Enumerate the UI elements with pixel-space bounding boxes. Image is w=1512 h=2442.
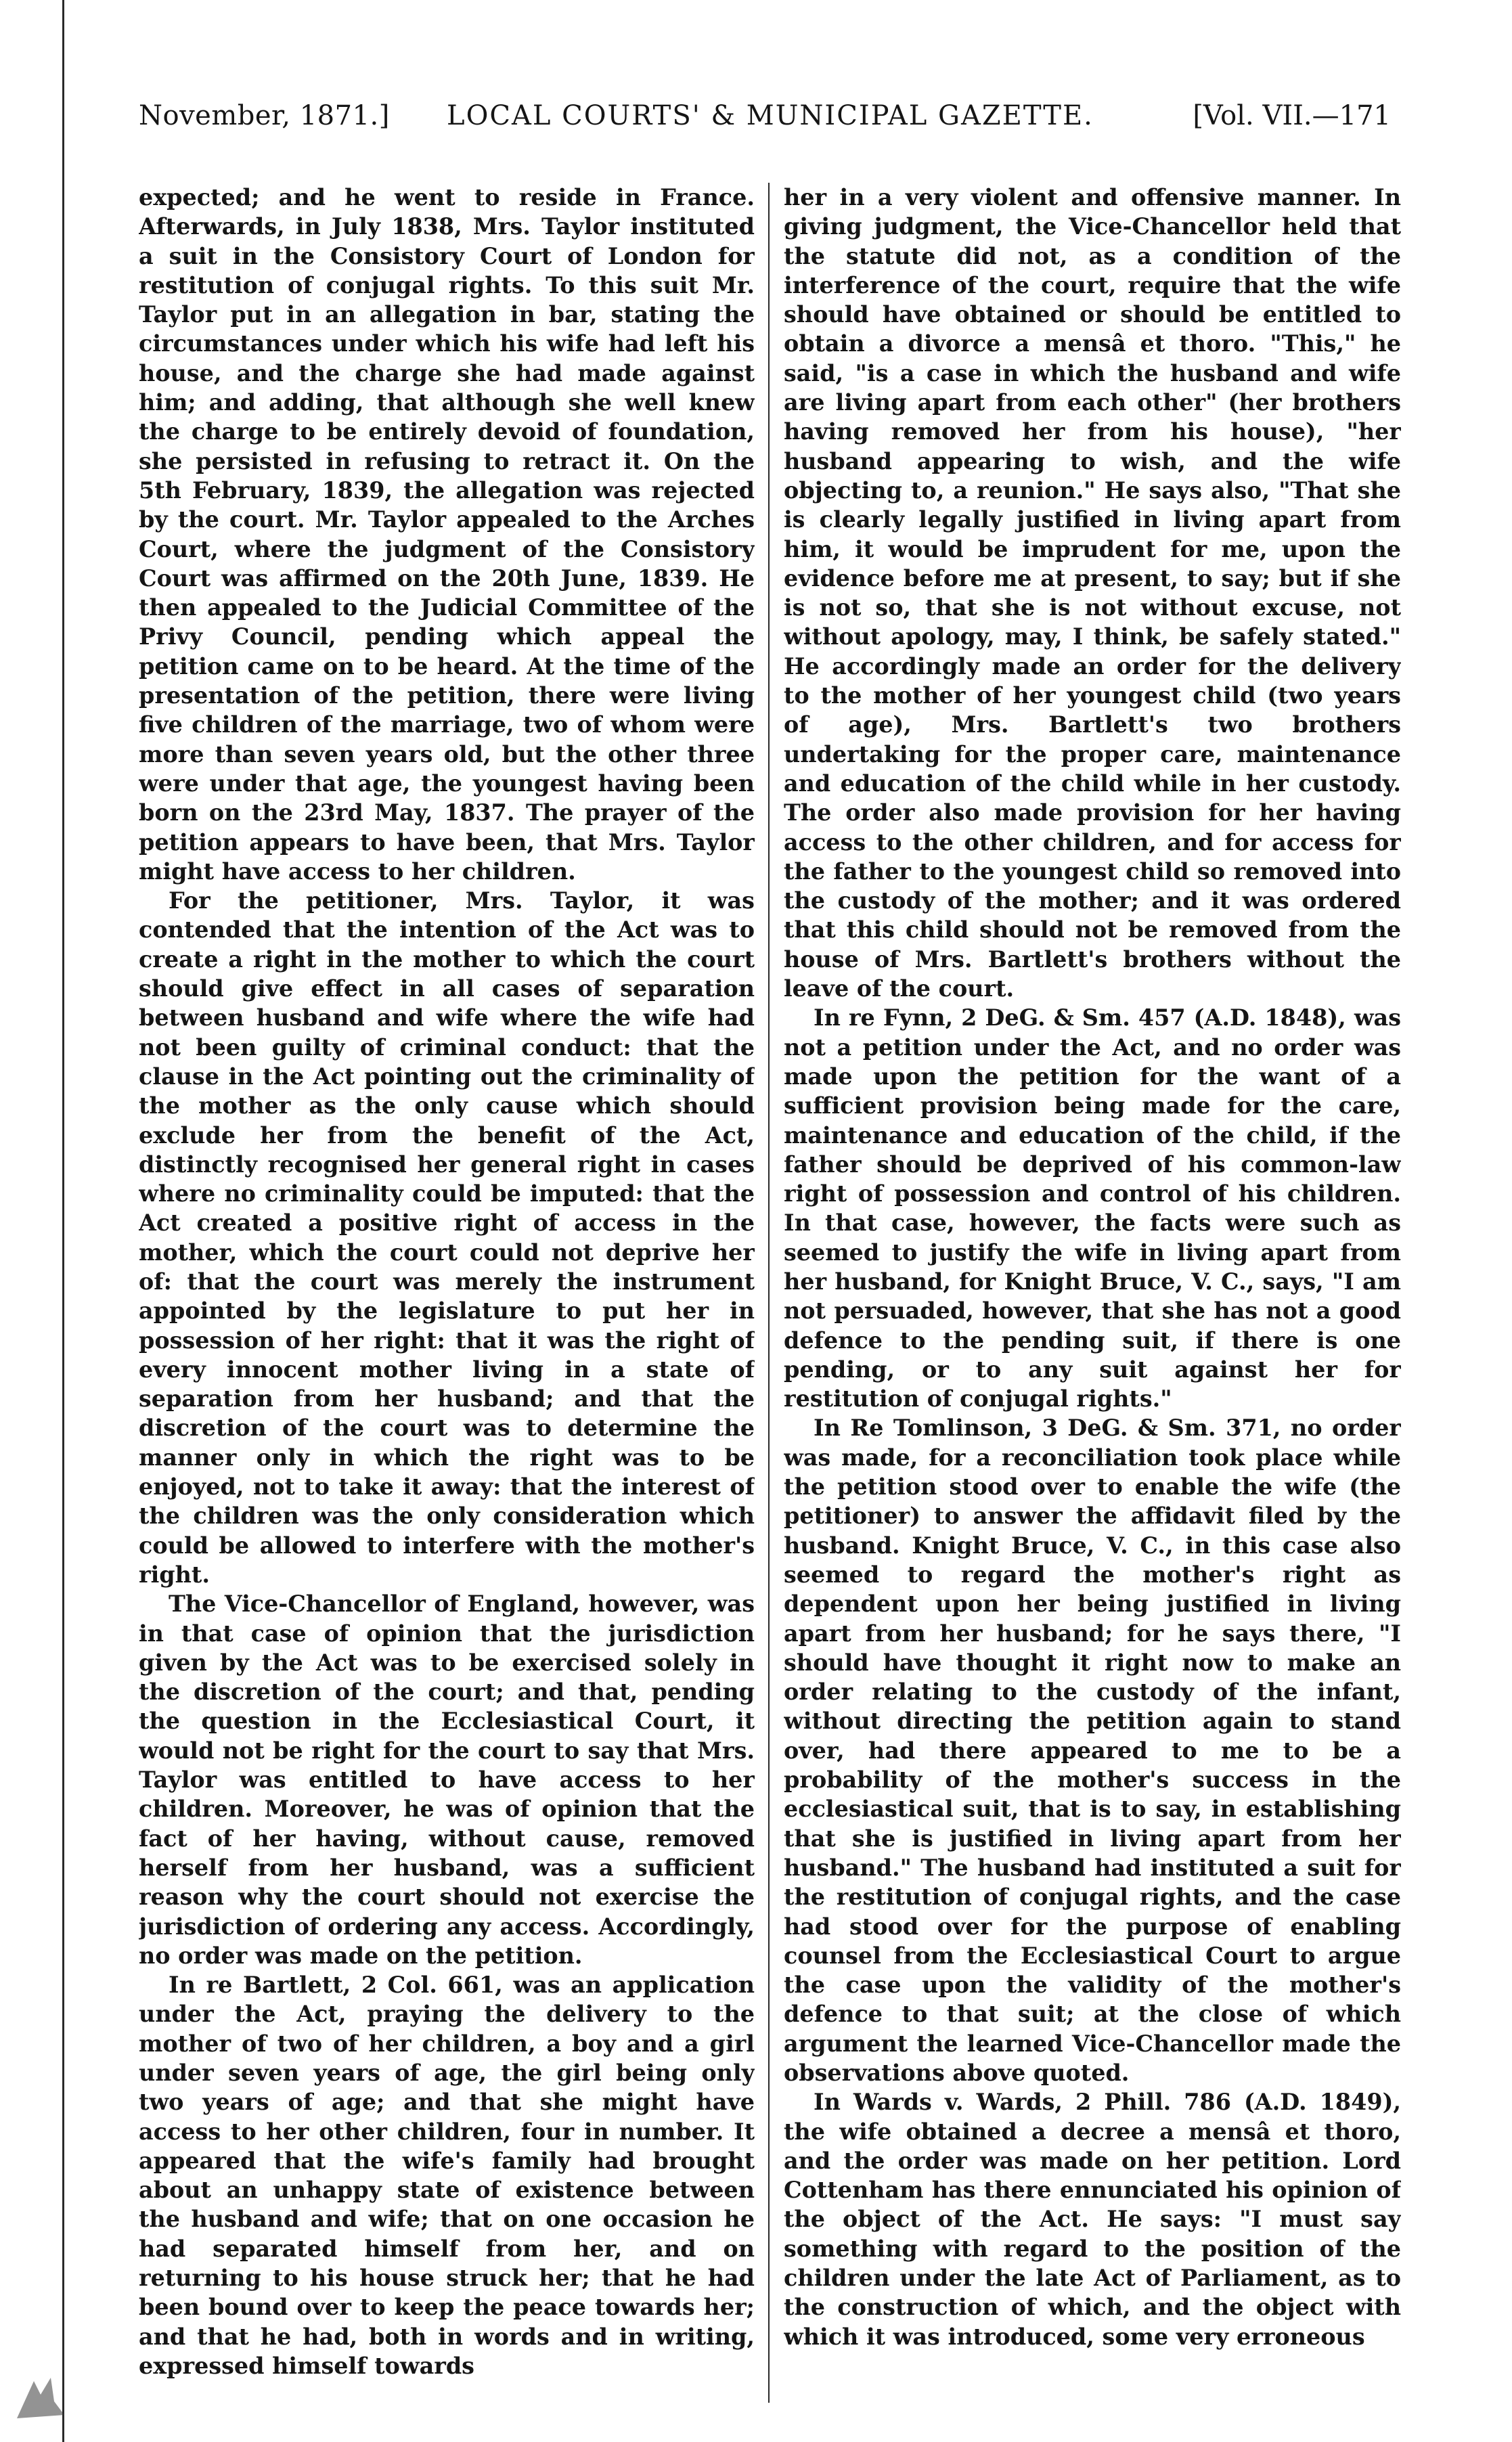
left-column <box>139 183 755 2403</box>
paragraph: For the petitioner, Mrs. Taylor, it was contended that the intention of the Act was to create a right in the mother to which the court should give effect in all cases of separation between husband and wife where the wife had not been guilty of criminal conduct: that the clause in the Act pointing out the criminality of the mother as the only cause which should exclude her from the benefit of the Act, distinctly recognised her general right in cases where no criminality could be imputed: that the Act created a positive right of access in the mother, which the court could not deprive her of: that the court was merely the instrument appointed by the legislature to put her in possession of her right: that it was the right of every innocent mother living in a state of separation from her husband; and that the discretion of the court was to determine the manner only in which the right was to be enjoyed, not to take it away: that the interest of the children was the only consideration which could be allowed to interfere with the mother's right. <box>139 887 755 1588</box>
paragraph: expected; and he went to reside in France. Afterwards, in July 1838, Mrs. Taylor instituted a suit in the Consistory Court of London for restitution of conjugal rights. To this suit Mr. Taylor put in an allegation in bar, stating the circumstances under which his wife had left his house, and the charge she had made against him; and adding, that although she well knew the charge to be entirely devoid of foundation, she persisted in refusing to retract it. On the 5th February, 1839, the allegation was rejected by the court. Mr. Taylor appealed to the Arches Court, where the judgment of the Consistory Court was affirmed on the 20th June, 1839. He then appealed to the Judicial Committee of the Privy Council, pending which appeal the petition came on to be heard. At the time of the presentation of the petition, there were living five children of the marriage, two of whom were more than seven years old, but the other three were under that age, the youngest having been born on the 23rd May, 1837. The prayer of the petition appears to have been, that Mrs. Taylor might have access to her children. <box>139 184 755 885</box>
header-date: November, 1871.] <box>139 100 390 131</box>
paragraph: In Re Tomlinson, 3 DeG. & Sm. 371, no order was made, for a reconciliation took place while the petition stood over to enable the wife (the petitioner) to answer the affidavit filed by the husband. Knight Bruce, V. C., in this case also seemed to regard the mother's right as dependent upon her being justified in living apart from her husband; for he says there, "I should have thought it right now to make an order relating to the custody of the infant, without directing the petition again to stand over, had there appeared to me to be a probability of the mother's success in the ecclesiastical suit, that is to say, in establishing that she is justified in living apart from her husband." The husband had instituted a suit for the restitution of conjugal rights, and the case had stood over for the purpose of enabling counsel from the Ecclesiastical Court to argue the case upon the validity of the mother's defence to that suit; at the close of which argument the learned Vice-Chancellor made the observations above quoted. <box>784 1415 1401 2086</box>
paragraph: In Wards v. Wards, 2 Phill. 786 (A.D. 1849), the wife obtained a decree a mensâ et thoro, and the order was made on her petition. Lord Cottenham has there ennunciated his opinion of the object of the Act. He says: "I must say something with regard to the position of the children under the late Act of Parliament, as to the construction of which, and the object with which it was introduced, some very erroneous <box>784 2089 1401 2350</box>
right-column <box>784 183 1401 2403</box>
corner-smudge <box>14 2374 68 2422</box>
paragraph: her in a very violent and offensive manner. In giving judgment, the Vice-Chancellor held that the statute did not, as a condition of the interference of the court, require that the wife should have obtained or should be entitled to obtain a divorce a mensâ et thoro. "This," he said, "is a case in which the husband and wife are living apart from each other" (her brothers having removed her from his house), "her husband appearing to wish, and the wife objecting to, a reunion." He says also, "That she is clearly legally justified in living apart from him, it would be imprudent for me, upon the evidence before me at present, to say; but if she is not so, that she is not without excuse, not without apology, may, I think, be safely stated." He accordingly made an order for the delivery to the mother of her youngest child (two years of age), Mrs. Bartlett's two brothers undertaking for the proper care, maintenance and education of the child while in her custody. The order also made provision for her having access to the other children, and for access for the father to the youngest child so removed into the custody of the mother; and it was ordered that this child should not be removed from the house of Mrs. Bartlett's brothers without the leave of the court. <box>784 184 1401 1002</box>
column-divider <box>768 183 770 2403</box>
paragraph: In re Fynn, 2 DeG. & Sm. 457 (A.D. 1848), was not a petition under the Act, and no order was made upon the petition for the want of a sufficient provision being made for the care, maintenance and education of the child, if the father should be deprived of his common-law right of possession and control of his children. In that case, however, the facts were such as seemed to justify the wife in living apart from her husband, for Knight Bruce, V. C., says, "I am not persuaded, however, that she has not a good defence to the pending suit, if there is one pending, or to any suit against her for restitution of conjugal rights." <box>784 1004 1401 1413</box>
paragraph: The Vice-Chancellor of England, however, was in that case of opinion that the jurisdiction given by the Act was to be exercised solely in the discretion of the court; and that, pending the question in the Ecclesiastical Court, it would not be right for the court to say that Mrs. Taylor was entitled to have access to her children. Moreover, he was of opinion that the fact of her having, without cause, removed herself from her husband, was a sufficient reason why the court should not exercise the jurisdiction of ordering any access. Accordingly, no order was made on the petition. <box>139 1591 755 1969</box>
paragraph: In re Bartlett, 2 Col. 661, was an application under the Act, praying the delivery to the mother of two of her children, a boy and a girl under seven years of age, the girl being only two years of age; and that she might have access to her other children, four in number. It appeared that the wife's family had brought about an unhappy state of existence between the husband and wife; that on one occasion he had separated himself from her, and on returning to his house struck her; that he had been bound over to keep the peace towards her; and that he had, both in words and in writing, expressed himself towards <box>139 1972 755 2379</box>
header-title: LOCAL COURTS' & MUNICIPAL GAZETTE. <box>447 100 1094 131</box>
header-volume: [Vol. VII.—171 <box>1193 100 1391 131</box>
running-header <box>139 100 1391 154</box>
binding-edge-line <box>62 0 64 2442</box>
